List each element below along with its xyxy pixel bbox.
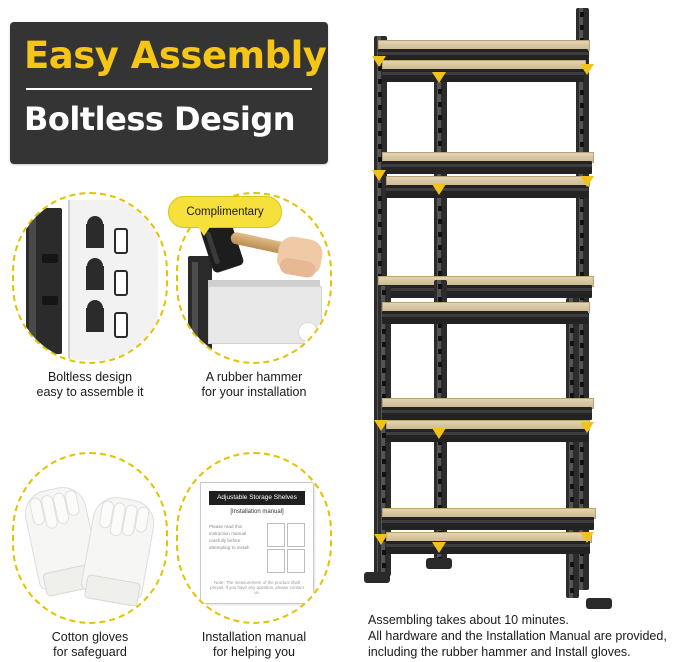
complimentary-badge-label: Complimentary — [186, 206, 264, 218]
feature-caption-line1: Installation manual — [201, 630, 307, 644]
base-foot — [586, 598, 612, 609]
glove-right-icon — [80, 493, 158, 600]
shelf-beam — [386, 429, 588, 442]
hand-icon — [275, 234, 324, 275]
assembly-arrow-icon — [580, 64, 594, 75]
feature-caption-line2: for your installation — [201, 385, 307, 399]
product-note-line1: Assembling takes about 10 minutes. — [368, 613, 569, 627]
manual-title: Adjustable Storage Shelves — [209, 491, 305, 505]
assembly-arrow-icon — [372, 56, 386, 67]
assembly-arrow-icon — [580, 422, 594, 433]
assembly-arrow-icon — [374, 420, 388, 431]
feature-caption — [12, 630, 168, 660]
rectangular-slot-icon — [114, 270, 128, 296]
feature-caption-line2: for helping you — [212, 645, 295, 659]
assembly-arrow-icon — [432, 72, 446, 83]
headline-primary: Easy Assembly — [24, 34, 327, 77]
assembly-arrow-icon — [372, 170, 386, 181]
feature-caption-line1: Boltless design — [47, 370, 133, 384]
feature-caption-line2: easy to assemble it — [36, 385, 144, 399]
headline-banner — [10, 22, 328, 164]
shelf-beam — [386, 185, 588, 198]
feature-caption — [176, 370, 332, 400]
keyhole-slot-icon — [86, 266, 104, 290]
manual-page — [200, 482, 314, 604]
keyhole-slot-icon — [86, 308, 104, 332]
base-foot — [426, 558, 452, 569]
hook-tab-icon — [42, 254, 58, 263]
shelf-beam — [386, 541, 590, 554]
complimentary-badge-tail — [196, 224, 212, 236]
feature-caption-line1: A rubber hammer — [205, 370, 303, 384]
shelf-beam — [382, 311, 588, 324]
product-note-line3: including the rubber hammer and Install gloves. — [368, 645, 631, 659]
keyhole-slot-icon — [86, 224, 104, 248]
product-note-line2: All hardware and the Installation Manual are provided, — [368, 629, 667, 643]
shelf-beam — [382, 517, 594, 530]
product-photo — [348, 0, 679, 662]
hook-tab-icon — [42, 296, 58, 305]
feature-installation-manual — [176, 452, 332, 660]
feature-caption — [176, 630, 332, 660]
shelf-beam — [382, 407, 592, 420]
base-foot — [364, 572, 390, 583]
assembly-arrow-icon — [432, 184, 446, 195]
feature-caption — [12, 370, 168, 400]
feature-caption-line1: Cotton gloves — [51, 630, 129, 644]
assembly-arrow-icon — [432, 428, 446, 439]
shelf-beam — [382, 161, 592, 174]
manual-figures — [267, 523, 305, 575]
assembly-arrow-icon — [374, 534, 388, 545]
shelf-beam — [382, 69, 584, 82]
boltless-panel-icon — [12, 192, 168, 364]
headline-divider — [26, 88, 312, 90]
manual-body-text: Please read this instruction manual carefully before attempting to install. — [209, 524, 250, 550]
product-note — [368, 612, 673, 660]
feature-cotton-gloves — [12, 452, 168, 660]
rectangular-slot-icon — [114, 312, 128, 338]
headline-secondary: Boltless Design — [24, 100, 296, 138]
upright-post-art — [26, 208, 62, 354]
assembly-arrow-icon — [580, 532, 594, 543]
installation-manual-icon — [176, 452, 332, 624]
rectangular-slot-icon — [114, 228, 128, 254]
manual-footer-text: Note: The measurement of the product shall prevail. If you have any question, please contact us. — [210, 580, 304, 595]
fastener-icon — [298, 322, 318, 342]
panel-backdrop — [68, 200, 158, 360]
cotton-gloves-icon — [12, 452, 168, 624]
shelving-unit-front — [348, 280, 679, 610]
feature-caption-line2: for safeguard — [53, 645, 127, 659]
assembly-arrow-icon — [432, 542, 446, 553]
assembly-arrow-icon — [580, 176, 594, 187]
manual-subtitle: [Installation manual] — [230, 509, 284, 515]
complimentary-badge — [168, 196, 282, 228]
feature-boltless-design — [12, 192, 168, 400]
